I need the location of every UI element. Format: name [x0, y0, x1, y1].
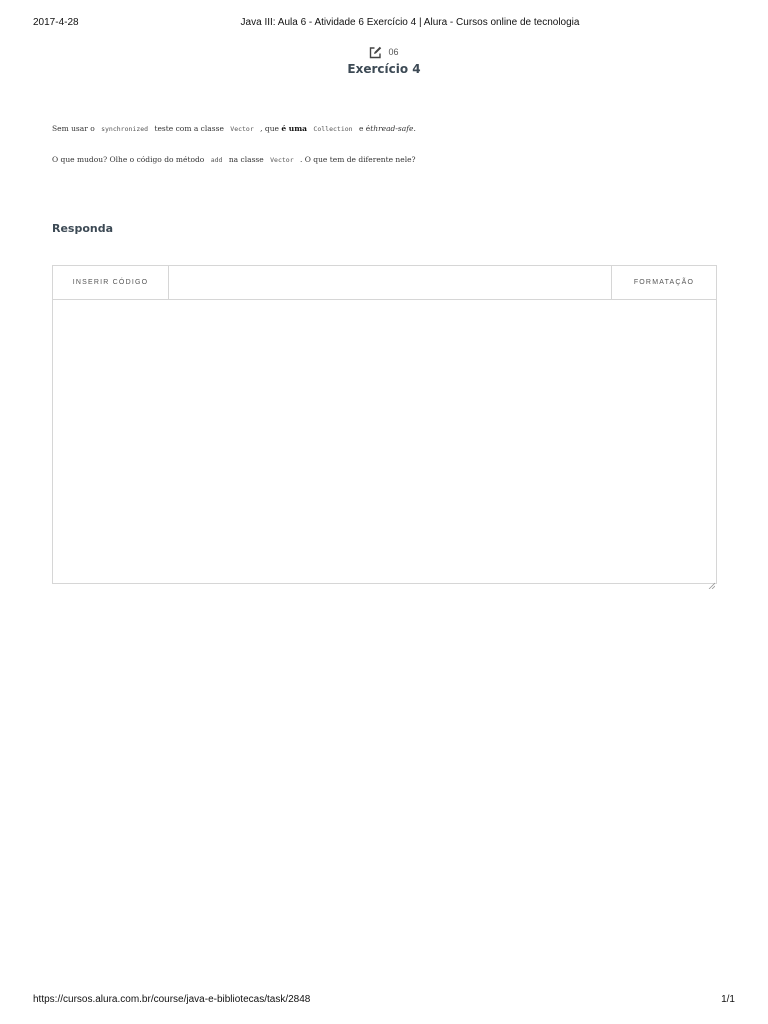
print-footer [0, 994, 768, 1008]
exercise-statement [52, 122, 732, 167]
answer-editor [52, 265, 717, 584]
print-url: https://cursos.alura.com.br/course/java-e-bibliotecas/task/2848 [33, 994, 311, 1005]
statement-emphasis: thread-safe [370, 124, 414, 133]
statement-text: O que mudou? Olhe o código do método [52, 155, 205, 164]
statement-text: e é [358, 124, 371, 133]
inline-code: synchronized [101, 125, 149, 133]
resize-grip-icon[interactable] [708, 576, 715, 583]
task-title: Exercício 4 [347, 62, 421, 76]
toolbar-spacer [169, 266, 611, 299]
inline-code: add [210, 156, 223, 164]
statement-text: na classe [228, 155, 264, 164]
statement-text: Sem usar o [52, 124, 95, 133]
edit-icon [369, 46, 382, 59]
statement-text: . O que tem de diferente nele? [300, 155, 416, 164]
statement-line-2 [52, 153, 732, 167]
task-header [0, 44, 768, 76]
statement-text: , que [260, 124, 279, 133]
print-page-number: 1/1 [721, 994, 735, 1005]
statement-line-1 [52, 122, 732, 136]
formatting-button[interactable]: FORMATAÇÃO [611, 266, 716, 299]
print-date: 2017-4-28 [33, 17, 79, 28]
answer-textarea[interactable] [53, 300, 716, 584]
editor-toolbar [53, 266, 716, 300]
inline-code: Vector [270, 156, 294, 164]
inline-code: Vector [230, 125, 254, 133]
print-title: Java III: Aula 6 - Atividade 6 Exercício 4 | Alura - Cursos online de tecnologia [240, 17, 580, 28]
task-number-row [0, 44, 768, 60]
task-number: 06 [388, 47, 399, 57]
inline-code: Collection [313, 125, 353, 133]
statement-text: . [413, 124, 416, 133]
answer-heading: Responda [52, 222, 114, 235]
insert-code-button[interactable]: INSERIR CÓDIGO [53, 266, 169, 299]
print-header [0, 17, 768, 31]
statement-strong: é uma [281, 124, 308, 133]
statement-text: teste com a classe [154, 124, 224, 133]
